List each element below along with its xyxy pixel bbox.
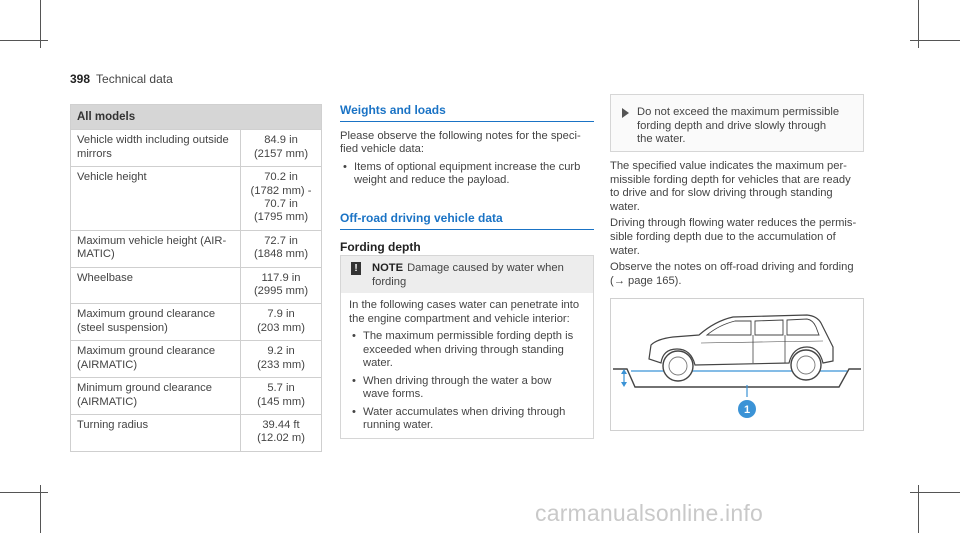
watermark: carmanualsonline.info — [535, 500, 763, 526]
row-label: Maximum ground clearance (AIRMATIC) — [71, 341, 241, 378]
note-list — [349, 330, 587, 433]
table-row — [71, 167, 322, 231]
row-label: Vehicle height — [71, 167, 241, 231]
row-value: 72.7 in (1848 mm) — [241, 230, 322, 267]
paragraph: Observe the notes on off-road driving and fording (→ page 165). — [610, 261, 854, 287]
section-title: Technical data — [96, 72, 173, 86]
fording-depth-figure — [610, 298, 864, 431]
list-item: • When driving through the water a bow wave forms. — [349, 375, 587, 402]
technical-data-table — [70, 104, 322, 452]
table-heading: All models — [71, 105, 322, 130]
play-triangle-icon — [622, 108, 629, 118]
row-label: Maximum ground clearance (steel suspension) — [71, 304, 241, 341]
table-body — [71, 130, 322, 451]
tip-text: Do not exceed the maximum permissible fording depth and drive slowly through the water. — [637, 106, 840, 145]
tip-box — [610, 94, 864, 152]
row-value: 70.2 in (1782 mm) - 70.7 in (1795 mm) — [241, 167, 322, 231]
list-item: • Items of optional equipment increase the curb weight and reduce the payload. — [340, 161, 594, 188]
offroad-section — [340, 212, 594, 254]
weights-section — [340, 104, 594, 188]
page-number: 398 — [70, 72, 91, 86]
table-row — [71, 414, 322, 451]
callout-number: 1 — [743, 404, 751, 416]
crop-mark — [910, 492, 960, 493]
weights-title: Weights and loads — [340, 104, 594, 122]
row-value: 84.9 in (2157 mm) — [241, 130, 322, 167]
paragraph: Driving through flowing water reduces the permis- sible fording depth due to the accumulation of water. — [610, 217, 857, 257]
fording-depth-title: Fording depth — [340, 239, 421, 254]
note-head-text: Damage caused by water when fording — [372, 262, 564, 288]
page-header — [70, 72, 173, 86]
crop-mark — [0, 492, 48, 493]
offroad-title: Off-road driving vehicle data — [340, 212, 594, 230]
note-body — [341, 293, 593, 433]
row-value: 9.2 in (233 mm) — [241, 341, 322, 378]
list-item: • The maximum permissible fording depth is exceeded when driving through standing water. — [349, 330, 587, 371]
table-row — [71, 267, 322, 304]
row-label: Minimum ground clearance (AIRMATIC) — [71, 378, 241, 415]
list-item: • Water accumulates when driving through running water. — [349, 406, 587, 433]
warning-icon: ! — [351, 262, 361, 275]
note-box — [340, 255, 594, 439]
row-value: 117.9 in (2995 mm) — [241, 267, 322, 304]
paragraph: The specified value indicates the maximum per- missible fording depth for vehicles that are ready to drive and for slow driving through standing water. — [610, 160, 851, 213]
table-row — [71, 378, 322, 415]
suv-illustration — [611, 299, 863, 430]
table-row — [71, 130, 322, 167]
weights-list — [340, 161, 594, 188]
row-label: Wheelbase — [71, 267, 241, 304]
crop-mark — [910, 40, 960, 41]
row-value: 39.44 ft (12.02 m) — [241, 414, 322, 451]
weights-intro: Please observe the following notes for the speci- fied vehicle data: — [340, 129, 581, 156]
row-label: Turning radius — [71, 414, 241, 451]
crop-mark — [0, 40, 48, 41]
row-label: Maximum vehicle height (AIR- MATIC) — [71, 230, 241, 267]
note-label: NOTE — [372, 262, 404, 274]
note-intro: In the following cases water can penetrate into the engine compartment and vehicle interior: — [349, 299, 580, 325]
row-label: Vehicle width including outside mirrors — [71, 130, 241, 167]
fording-text — [610, 160, 866, 288]
row-value: 7.9 in (203 mm) — [241, 304, 322, 341]
table-row — [71, 341, 322, 378]
note-header — [341, 256, 593, 293]
table-row — [71, 230, 322, 267]
row-value: 5.7 in (145 mm) — [241, 378, 322, 415]
table-row — [71, 304, 322, 341]
